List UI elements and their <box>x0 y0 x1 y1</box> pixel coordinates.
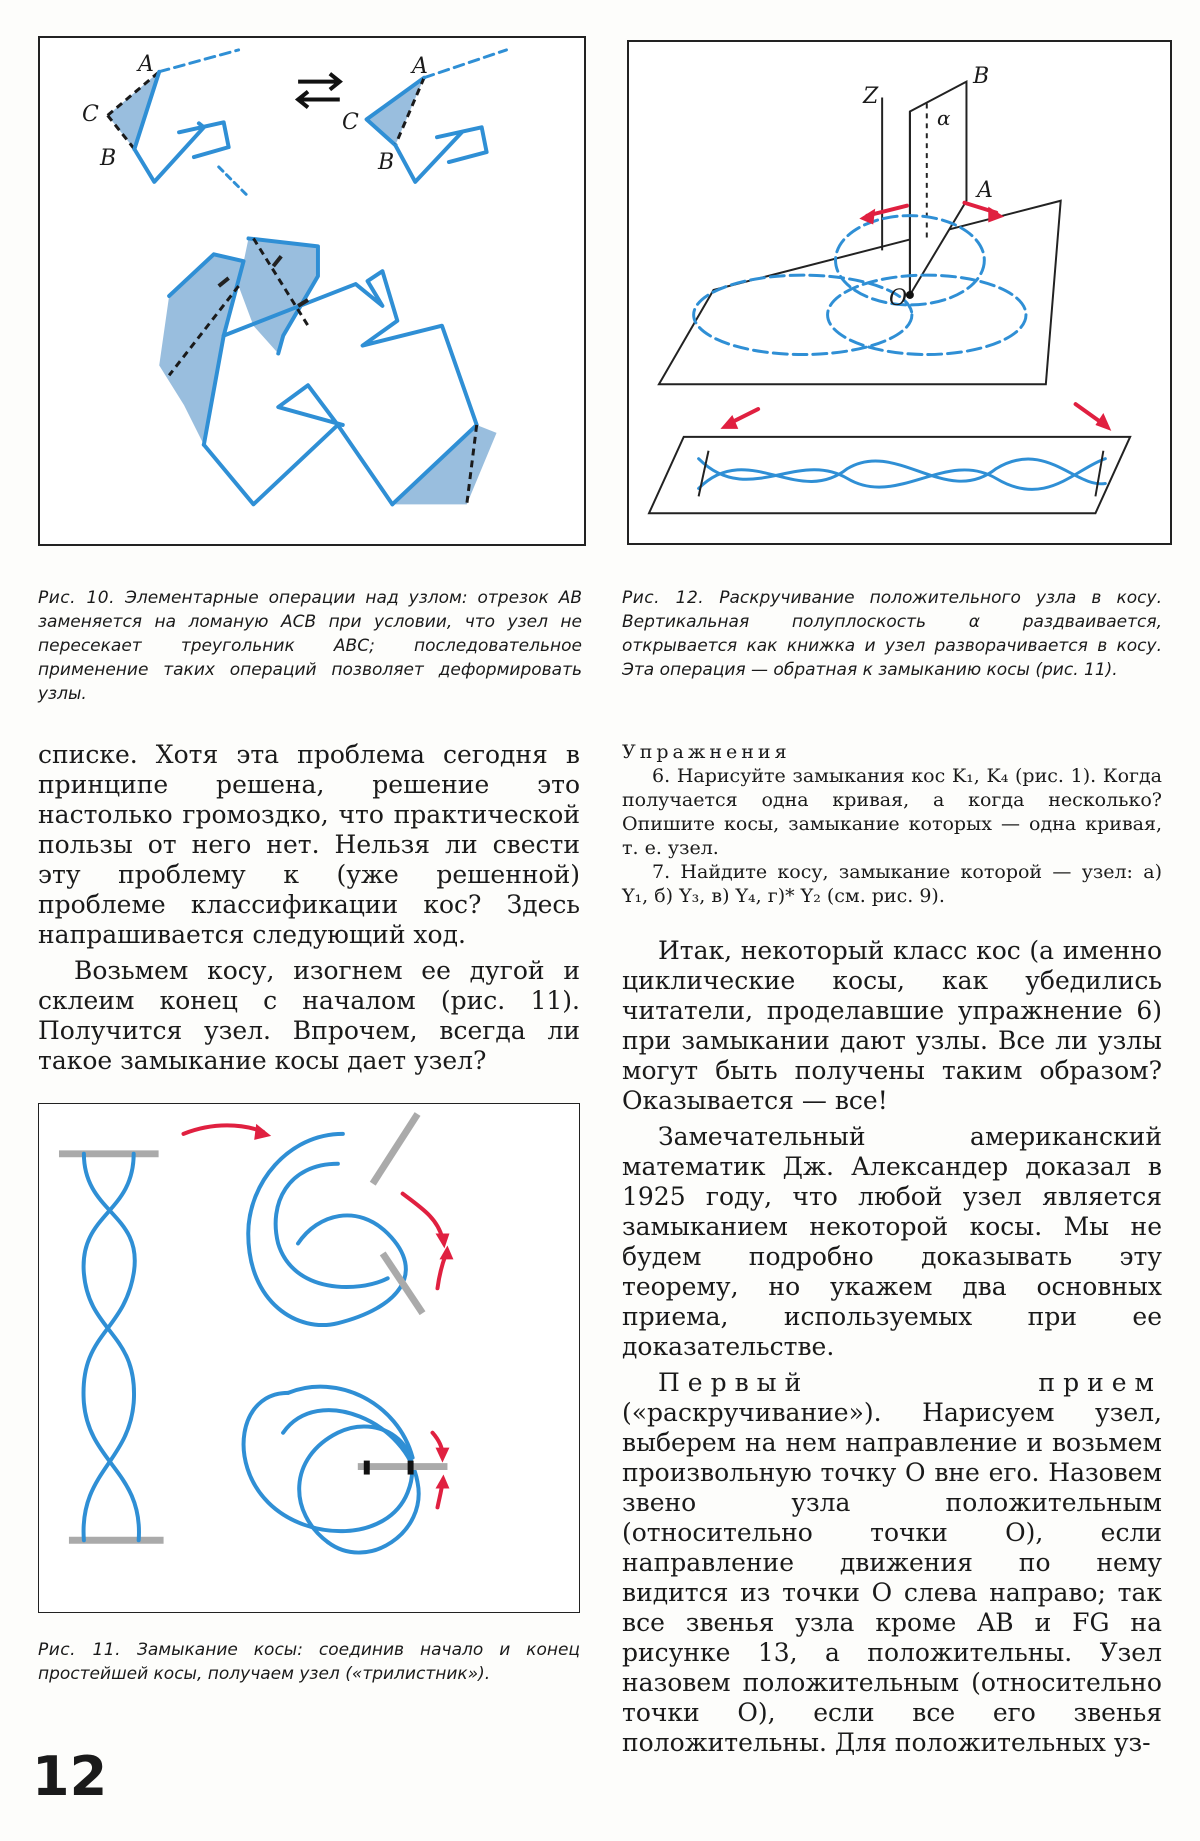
left-paragraph-1: списке. Хотя эта проблема сегодня в принципе решена, решение это настолько громоздко, что практической пользы от него нет. Нельзя ли свести эту проблему к (уже решенной) проблеме классификации кос? Здесь напрашивается следующий ход. <box>38 740 580 949</box>
figure-10-caption-label: Рис. 10. <box>38 588 116 608</box>
label-b-right: B <box>378 150 395 175</box>
label-z: Z <box>863 84 879 109</box>
label-alpha: α <box>937 106 951 130</box>
exercise-7: 7. Найдите косу, замыкание которой — узел: а) Y₁, б) Y₃, в) Y₄, г)* Y₂ (см. рис. 9). <box>622 861 1162 907</box>
figure-12-caption-label: Рис. 12. <box>622 588 705 608</box>
left-column-text <box>38 740 580 1076</box>
exercise-6: 6. Нарисуйте замыкания кос K₁, K₄ (рис. 1). Когда получается одна кривая, а когда несколько? Опишите косы, замыкание которых — одна кривая, т. е. узел. <box>622 765 1162 859</box>
figure-11-caption <box>38 1638 580 1686</box>
exercises-heading: Упражнения <box>622 741 791 763</box>
figure-10 <box>38 36 586 546</box>
label-o: O <box>889 286 908 311</box>
label-b-left: B <box>100 146 117 171</box>
figure-12-caption <box>622 586 1162 682</box>
label-c-right: C <box>342 110 359 135</box>
exercises <box>622 740 1162 908</box>
label-c-left: C <box>82 102 99 127</box>
figure-12-caption-text: Раскручивание положительного узла в косу. Вертикальная полуплоскость α раздваивается, открывается как книжка и узел разворачивается в косу. Эта операция — обратная к замыканию косы (рис. 11). <box>622 588 1162 680</box>
figure-10-caption-text: Элементарные операции над узлом: отрезок AB заменяется на ломаную ACB при условии, что узел не пересекает треугольник ABC; последовательное применение таких операций позволяет деформировать узлы. <box>38 588 582 704</box>
right-column-text <box>622 936 1162 1758</box>
right-paragraph-3 <box>622 1368 1162 1758</box>
first-technique-heading: Первый прием <box>658 1368 1162 1397</box>
figure-10-caption <box>38 586 582 706</box>
figure-10-drawing <box>40 38 584 544</box>
left-paragraph-2: Возьмем косу, изогнем ее дугой и склеим конец с началом (рис. 11). Получится узел. Впрочем, всегда ли такое замыкание косы дает узел? <box>38 956 580 1075</box>
right-paragraph-2: Замечательный американский математик Дж. Александер доказал в 1925 году, что любой узел является замыканием некоторой косы. Мы не будем подробно доказывать эту теорему, но укажем два основных приема, используемых при ее доказательстве. <box>622 1122 1162 1361</box>
figure-11-caption-text: Замыкание косы: соединив начало и конец простейшей косы, получаем узел («трилистник»). <box>38 1640 580 1684</box>
figure-11-caption-label: Рис. 11. <box>38 1640 122 1660</box>
figure-11-drawing <box>39 1104 579 1612</box>
right-paragraph-3-body: («раскручивание»). Нарисуем узел, выберем на нем направление и возьмем произвольную точку O вне его. Назовем звено узла положительным (относительно точки O), если направление движения по нему видится из точки O слева направо; так все звенья узла кроме AB и FG на рисунке 13, а положительны. Узел назовем положительным (относительно точки O), если все его звенья положительны. Для положительных уз- <box>622 1398 1162 1757</box>
page-number: 12 <box>32 1745 108 1808</box>
label-a-left: A <box>138 52 154 77</box>
label-a-right: A <box>412 54 428 79</box>
figure-11 <box>38 1103 580 1613</box>
label-b: B <box>973 64 990 89</box>
label-a: A <box>977 178 993 203</box>
right-paragraph-1: Итак, некоторый класс кос (а именно циклические косы, как убедились читатели, проделавшие упражнение 6) при замыкании дают узлы. Все ли узлы могут быть получены таким образом? Оказывается — все! <box>622 936 1162 1115</box>
figure-12 <box>627 40 1172 545</box>
